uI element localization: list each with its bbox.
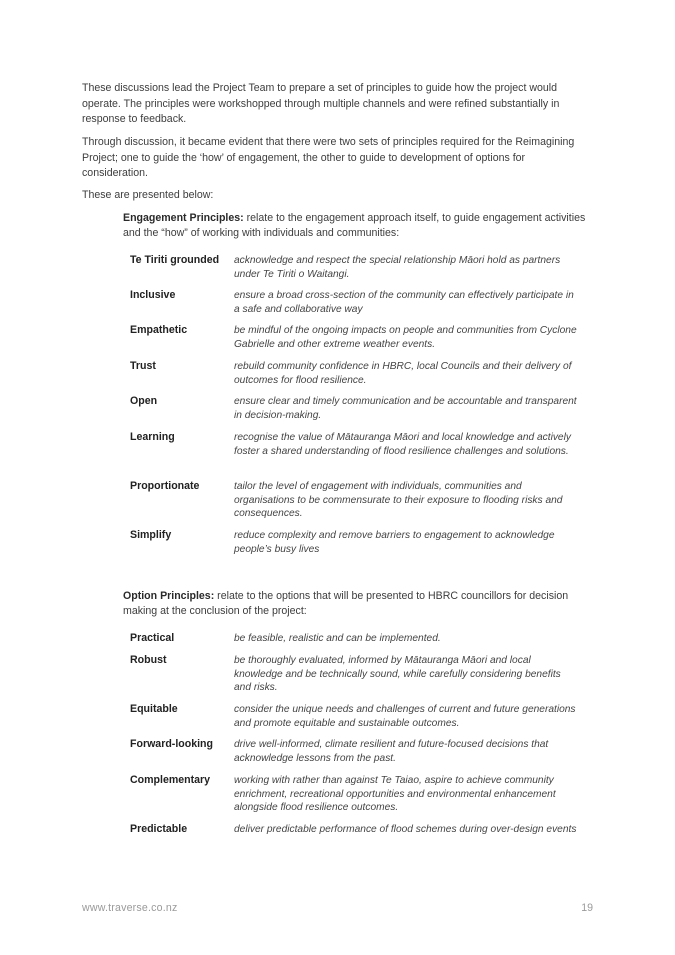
principle-term: Robust (130, 654, 167, 666)
principle-description: ensure clear and timely communication and be accountable and transparent in decision-making. (234, 396, 577, 421)
principle-description: be feasible, realistic and can be implemented. (234, 633, 441, 644)
principle-row (130, 324, 580, 351)
principle-row (130, 823, 580, 837)
body-paragraph: These discussions lead the Project Team to prepare a set of principles to guide how the project would operate. The principles were workshopped through multiple channels and were refined substantially in response to feedback. (82, 82, 560, 125)
principle-description: drive well-informed, climate resilient and future-focused decisions that acknowledge lessons from the past. (234, 739, 549, 764)
principle-row (130, 774, 580, 815)
principle-row (130, 703, 580, 730)
principle-row (130, 360, 580, 387)
principle-term: Trust (130, 360, 156, 372)
engagement-intro-text (123, 211, 593, 241)
principle-term: Simplify (130, 529, 172, 541)
principle-row (130, 632, 580, 646)
engagement-intro-body: relate to the engagement approach itself, to guide engagement activities and the “how” of working with individuals and communities: (123, 212, 586, 239)
principle-term: Te Tiriti grounded (130, 254, 220, 266)
principle-row (130, 654, 580, 695)
principle-row (130, 529, 580, 556)
principle-term: Predictable (130, 823, 188, 835)
options-heading: Option Principles: (123, 590, 215, 602)
page-number: 19 (581, 902, 593, 914)
principle-row (130, 254, 580, 281)
body-paragraph: Through discussion, it became evident that there were two sets of principles required for the Reimagining Project; one to guide the ‘how’ of engagement, the other to guide to development of options for consideration. (82, 136, 575, 179)
principle-row (130, 480, 580, 521)
principle-description: be mindful of the ongoing impacts on people and communities from Cyclone Gabrielle and other extreme weather events. (234, 325, 577, 350)
engagement-heading: Engagement Principles: (123, 212, 244, 224)
footer-website-link[interactable]: www.traverse.co.nz (82, 902, 178, 914)
principle-term: Empathetic (130, 324, 188, 336)
principle-description: tailor the level of engagement with individuals, communities and organisations to be commensurate to their exposure to flooding risks and consequences. (234, 481, 563, 520)
principle-description: be thoroughly evaluated, informed by Mātauranga Māori and local knowledge and be technically sound, while carefully considering benefits and risks. (234, 655, 561, 694)
engagement-intro (123, 211, 593, 241)
principle-row (130, 395, 580, 422)
principle-term: Equitable (130, 703, 178, 715)
principle-description: working with rather than against Te Taiao, aspire to achieve community enrichment, recreational opportunities and environmental enhancement alongside flood resilience outcomes. (234, 775, 556, 814)
principle-row (130, 289, 580, 316)
principle-description: recognise the value of Mātauranga Māori and local knowledge and actively foster a shared understanding of flood resilience challenges and solutions. (234, 432, 571, 457)
principle-description: rebuild community confidence in HBRC, local Councils and their delivery of outcomes for flood resilience. (234, 361, 572, 386)
principle-term: Learning (130, 431, 175, 443)
principle-term: Forward-looking (130, 738, 213, 750)
options-intro-body: relate to the options that will be presented to HBRC councillors for decision making at the conclusion of the project: (123, 590, 569, 617)
principle-term: Inclusive (130, 289, 176, 301)
principle-term: Open (130, 395, 158, 407)
principle-term: Complementary (130, 774, 211, 786)
principle-description: reduce complexity and remove barriers to engagement to acknowledge people’s busy lives (234, 530, 555, 555)
options-intro (123, 589, 593, 619)
principle-description: consider the unique needs and challenges of current and future generations and promote equitable and sustainable outcomes. (234, 704, 576, 729)
options-intro-text (123, 589, 593, 619)
principle-description: acknowledge and respect the special relationship Māori hold as partners under Te Tiriti o Waitangi. (234, 255, 561, 280)
principle-row (130, 431, 580, 458)
principle-term: Proportionate (130, 480, 200, 492)
body-paragraph: These are presented below: (82, 189, 214, 201)
principle-term: Practical (130, 632, 175, 644)
principle-description: ensure a broad cross-section of the community can effectively participate in a safe and collaborative way (234, 290, 574, 315)
principle-row (130, 738, 580, 765)
principle-description: deliver predictable performance of flood schemes during over-design events (234, 824, 577, 835)
